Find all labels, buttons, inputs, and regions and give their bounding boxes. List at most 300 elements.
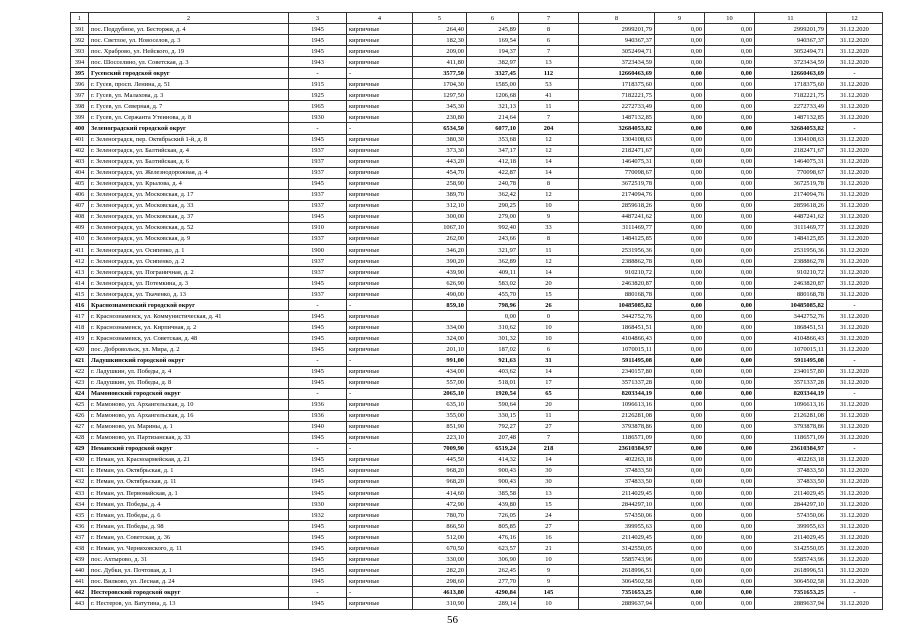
table-header-row [71, 13, 883, 24]
cell-deadline: 31.12.2020 [827, 79, 883, 90]
cell-year-built: 1936 [289, 410, 347, 421]
cell-cost: 8203344,19 [579, 388, 655, 399]
cell-year-built: 1945 [289, 322, 347, 333]
cell-year-built: 1945 [289, 598, 347, 609]
cell-row-number: 423 [71, 377, 89, 388]
cell-residents: 30 [519, 465, 579, 476]
cell-wall-material: кирпичные [347, 421, 413, 432]
cell-address: г. Неман, ул. Победы, д. 4 [89, 499, 289, 510]
cell-col-9: 0,00 [655, 90, 705, 101]
cell-wall-material: кирпичные [347, 112, 413, 123]
cell-col-10: 0,00 [705, 344, 755, 355]
cell-deadline: 31.12.2020 [827, 256, 883, 267]
cell-living-area: 6077,10 [467, 123, 519, 134]
cell-residents: 14 [519, 156, 579, 167]
cell-wall-material: кирпичные [347, 244, 413, 255]
cell-residents: 15 [519, 499, 579, 510]
cell-row-number: 441 [71, 576, 89, 587]
cell-residents: 9 [519, 565, 579, 576]
table-row [71, 211, 883, 222]
cell-living-area: 382,97 [467, 57, 519, 68]
cell-total-area: 968,20 [413, 465, 467, 476]
cell-col-10: 0,00 [705, 322, 755, 333]
cell-row-number: 404 [71, 167, 89, 178]
cell-total-area: 454,70 [413, 167, 467, 178]
cell-deadline: 31.12.2020 [827, 322, 883, 333]
cell-cost: 910210,72 [579, 267, 655, 278]
cell-col-10: 0,00 [705, 178, 755, 189]
cell-total-area: 866,50 [413, 521, 467, 532]
cell-address: пос. Поддубное, ул. Бесторжи, д. 4 [89, 24, 289, 35]
cell-total-cost: 23610384,97 [755, 443, 827, 454]
cell-deadline: 31.12.2020 [827, 554, 883, 565]
cell-living-area: 0,00 [467, 311, 519, 322]
cell-row-number: 421 [71, 355, 89, 366]
cell-total-cost: 1464075,31 [755, 156, 827, 167]
cell-total-cost: 374833,50 [755, 476, 827, 487]
cell-row-number: 420 [71, 344, 89, 355]
cell-total-cost: 3793878,86 [755, 421, 827, 432]
cell-cost: 2388862,78 [579, 256, 655, 267]
cell-deadline: 31.12.2020 [827, 289, 883, 300]
cell-address: г. Зеленоградск, ул. Ткаченко, д. 13 [89, 289, 289, 300]
cell-col-10: 0,00 [705, 244, 755, 255]
cell-total-area: 264,40 [413, 24, 467, 35]
cell-address: г. Зеленоградск, ул. Московская, д. 52 [89, 222, 289, 233]
cell-total-area: 443,20 [413, 156, 467, 167]
cell-address: г. Зеленоградск, ул. Осипенко, д. 1 [89, 244, 289, 255]
table-row [71, 410, 883, 421]
cell-wall-material: кирпичные [347, 399, 413, 410]
cell-total-area: 3577,50 [413, 68, 467, 79]
cell-col-9: 0,00 [655, 222, 705, 233]
cell-residents: 10 [519, 333, 579, 344]
cell-total-area: 334,00 [413, 322, 467, 333]
table-row [71, 532, 883, 543]
cell-year-built: 1965 [289, 101, 347, 112]
table-row [71, 101, 883, 112]
table-row [71, 167, 883, 178]
cell-col-10: 0,00 [705, 189, 755, 200]
cell-wall-material: кирпичные [347, 499, 413, 510]
cell-total-cost: 2114029,45 [755, 532, 827, 543]
table-row [71, 24, 883, 35]
cell-wall-material: кирпичные [347, 488, 413, 499]
cell-cost: 4104866,43 [579, 333, 655, 344]
cell-wall-material: кирпичные [347, 79, 413, 90]
cell-wall-material: кирпичные [347, 410, 413, 421]
cell-living-area: 1206,68 [467, 90, 519, 101]
page-number: 56 [447, 614, 458, 626]
cell-cost: 1464075,31 [579, 156, 655, 167]
cell-year-built: 1945 [289, 311, 347, 322]
cell-total-cost: 1868451,51 [755, 322, 827, 333]
cell-col-9: 0,00 [655, 488, 705, 499]
cell-col-9: 0,00 [655, 68, 705, 79]
cell-col-10: 0,00 [705, 333, 755, 344]
cell-col-10: 0,00 [705, 576, 755, 587]
cell-total-cost: 374833,50 [755, 465, 827, 476]
cell-total-cost: 2182471,67 [755, 145, 827, 156]
cell-col-10: 0,00 [705, 79, 755, 90]
cell-row-number: 405 [71, 178, 89, 189]
cell-total-area: 851,90 [413, 421, 467, 432]
cell-cost: 1070015,11 [579, 344, 655, 355]
cell-year-built: 1945 [289, 565, 347, 576]
cell-total-cost: 4487241,62 [755, 211, 827, 222]
cell-total-area: 780,70 [413, 510, 467, 521]
cell-total-area: 1704,30 [413, 79, 467, 90]
cell-total-cost: 1487132,85 [755, 112, 827, 123]
cell-col-10: 0,00 [705, 554, 755, 565]
table-row [71, 499, 883, 510]
cell-cost: 4487241,62 [579, 211, 655, 222]
cell-wall-material: кирпичные [347, 90, 413, 101]
cell-wall-material: кирпичные [347, 289, 413, 300]
cell-living-area: 279,00 [467, 211, 519, 222]
cell-row-number: 414 [71, 278, 89, 289]
cell-residents: 21 [519, 543, 579, 554]
cell-col-9: 0,00 [655, 377, 705, 388]
cell-col-9: 0,00 [655, 322, 705, 333]
cell-address: г. Краснознаменск, ул. Коммунистическая, д. 41 [89, 311, 289, 322]
table-row [71, 200, 883, 211]
cell-total-area: 411,80 [413, 57, 467, 68]
cell-deadline: 31.12.2020 [827, 267, 883, 278]
cell-row-number: 432 [71, 476, 89, 487]
cell-address: г. Зеленоградск, ул. Московская, д. 17 [89, 189, 289, 200]
cell-col-10: 0,00 [705, 267, 755, 278]
cell-total-cost: 2889637,94 [755, 598, 827, 609]
cell-total-cost: 3442752,76 [755, 311, 827, 322]
cell-deadline: 31.12.2020 [827, 101, 883, 112]
cell-living-area: 290,25 [467, 200, 519, 211]
cell-wall-material: кирпичные [347, 35, 413, 46]
cell-total-cost: 1484125,85 [755, 233, 827, 244]
cell-total-area: 557,00 [413, 377, 467, 388]
cell-living-area: 321,13 [467, 101, 519, 112]
cell-living-area: 1585,00 [467, 79, 519, 90]
cell-cost: 2531956,36 [579, 244, 655, 255]
cell-year-built: 1940 [289, 421, 347, 432]
cell-deadline: 31.12.2020 [827, 156, 883, 167]
cell-col-9: 0,00 [655, 167, 705, 178]
cell-row-number: 409 [71, 222, 89, 233]
cell-living-area: 243,66 [467, 233, 519, 244]
cell-col-9: 0,00 [655, 79, 705, 90]
cell-col-10: 0,00 [705, 112, 755, 123]
cell-residents: 31 [519, 355, 579, 366]
cell-deadline: 31.12.2020 [827, 598, 883, 609]
cell-cost: 940367,37 [579, 35, 655, 46]
cell-total-cost: 2463820,87 [755, 278, 827, 289]
cell-address: г. Неман, ул. Октябрьская, д. 11 [89, 476, 289, 487]
header-cell-living-area: 6 [467, 13, 519, 24]
cell-col-10: 0,00 [705, 521, 755, 532]
cell-row-number: 418 [71, 322, 89, 333]
cell-year-built: 1937 [289, 156, 347, 167]
table-row [71, 510, 883, 521]
cell-address: г. Краснознаменск, ул. Советская, д. 48 [89, 333, 289, 344]
cell-col-10: 0,00 [705, 499, 755, 510]
cell-cost: 3793878,86 [579, 421, 655, 432]
cell-year-built: 1915 [289, 79, 347, 90]
cell-address: г. Неман, ул. Первомайская, д. 1 [89, 488, 289, 499]
cell-col-10: 0,00 [705, 399, 755, 410]
cell-living-area: 207,48 [467, 432, 519, 443]
cell-total-cost: 2126281,08 [755, 410, 827, 421]
cell-living-area: 245,89 [467, 24, 519, 35]
cell-year-built: 1945 [289, 278, 347, 289]
cell-living-area: 409,11 [467, 267, 519, 278]
cell-total-cost: 3111469,77 [755, 222, 827, 233]
cell-row-number: 393 [71, 46, 89, 57]
cell-deadline: - [827, 587, 883, 598]
cell-col-9: 0,00 [655, 587, 705, 598]
cell-cost: 2889637,94 [579, 598, 655, 609]
cell-year-built: 1945 [289, 432, 347, 443]
cell-cost: 3442752,76 [579, 311, 655, 322]
cell-address: г. Зеленоградск, ул. Пограничная, д. 2 [89, 267, 289, 278]
cell-year-built: 1937 [289, 145, 347, 156]
cell-deadline: 31.12.2020 [827, 421, 883, 432]
cell-col-9: 0,00 [655, 35, 705, 46]
cell-wall-material: - [347, 587, 413, 598]
cell-residents: 33 [519, 222, 579, 233]
cell-year-built: - [289, 123, 347, 134]
cell-wall-material: кирпичные [347, 145, 413, 156]
cell-col-10: 0,00 [705, 377, 755, 388]
cell-col-9: 0,00 [655, 443, 705, 454]
cell-deadline: 31.12.2020 [827, 399, 883, 410]
cell-wall-material: кирпичные [347, 322, 413, 333]
cell-col-10: 0,00 [705, 598, 755, 609]
cell-col-9: 0,00 [655, 256, 705, 267]
cell-row-number: 438 [71, 543, 89, 554]
cell-year-built: 1945 [289, 377, 347, 388]
cell-total-cost: 2618996,51 [755, 565, 827, 576]
cell-deadline: 31.12.2020 [827, 499, 883, 510]
cell-col-9: 0,00 [655, 598, 705, 609]
cell-cost: 5585743,96 [579, 554, 655, 565]
cell-deadline: 31.12.2020 [827, 510, 883, 521]
cell-address: пос. Храброво, ул. Нейского, д. 19 [89, 46, 289, 57]
cell-row-number: 427 [71, 421, 89, 432]
table-row [71, 90, 883, 101]
table-row [71, 178, 883, 189]
cell-living-area: 6519,24 [467, 443, 519, 454]
cell-residents: 12 [519, 145, 579, 156]
table-row [71, 189, 883, 200]
cell-cost: 32684053,82 [579, 123, 655, 134]
table-row [71, 256, 883, 267]
cell-total-area: 4613,80 [413, 587, 467, 598]
cell-deadline: 31.12.2020 [827, 465, 883, 476]
cell-year-built: 1945 [289, 521, 347, 532]
cell-col-10: 0,00 [705, 465, 755, 476]
cell-col-9: 0,00 [655, 576, 705, 587]
cell-row-number: 436 [71, 521, 89, 532]
cell-address: г. Зеленоградск, пер. Октябрьский 1-й, д. 8 [89, 134, 289, 145]
cell-row-number: 439 [71, 554, 89, 565]
cell-col-9: 0,00 [655, 57, 705, 68]
cell-address: Неманский городской округ [89, 443, 289, 454]
cell-wall-material: кирпичные [347, 134, 413, 145]
cell-total-cost: 3571337,28 [755, 377, 827, 388]
cell-living-area: 921,63 [467, 355, 519, 366]
cell-cost: 3571337,28 [579, 377, 655, 388]
table-row [71, 35, 883, 46]
cell-row-number: 398 [71, 101, 89, 112]
cell-col-10: 0,00 [705, 443, 755, 454]
cell-col-9: 0,00 [655, 510, 705, 521]
table-row [71, 57, 883, 68]
cell-col-10: 0,00 [705, 510, 755, 521]
cell-living-area: 476,16 [467, 532, 519, 543]
cell-wall-material: кирпичные [347, 189, 413, 200]
cell-wall-material: - [347, 68, 413, 79]
header-cell-address: 2 [89, 13, 289, 24]
cell-wall-material: кирпичные [347, 46, 413, 57]
table-row [71, 554, 883, 565]
cell-living-area: 455,70 [467, 289, 519, 300]
cell-year-built: 1945 [289, 211, 347, 222]
cell-col-10: 0,00 [705, 543, 755, 554]
cell-living-area: 347,17 [467, 145, 519, 156]
cell-col-10: 0,00 [705, 300, 755, 311]
cell-total-cost: 7351653,25 [755, 587, 827, 598]
cell-col-10: 0,00 [705, 476, 755, 487]
cell-living-area: 726,05 [467, 510, 519, 521]
cell-total-area: 282,20 [413, 565, 467, 576]
cell-row-number: 434 [71, 499, 89, 510]
cell-col-9: 0,00 [655, 333, 705, 344]
cell-total-cost: 2174094,76 [755, 189, 827, 200]
cell-year-built: 1945 [289, 488, 347, 499]
cell-address: г. Мамоново, ул. Архангельская, д. 16 [89, 410, 289, 421]
cell-year-built: 1945 [289, 134, 347, 145]
cell-col-10: 0,00 [705, 35, 755, 46]
cell-residents: 13 [519, 488, 579, 499]
cell-col-9: 0,00 [655, 123, 705, 134]
cell-deadline: 31.12.2020 [827, 35, 883, 46]
cell-address: г. Зеленоградск, ул. Железнодорожная, д. 4 [89, 167, 289, 178]
cell-address: г. Мамоново, ул. Марины, д. 1 [89, 421, 289, 432]
cell-col-9: 0,00 [655, 101, 705, 112]
table-row [71, 598, 883, 609]
cell-living-area: 583,02 [467, 278, 519, 289]
cell-living-area: 422,87 [467, 167, 519, 178]
cell-residents: 7 [519, 112, 579, 123]
cell-year-built: 1945 [289, 178, 347, 189]
cell-year-built: 1937 [289, 256, 347, 267]
cell-total-area: 1067,10 [413, 222, 467, 233]
cell-residents: 11 [519, 410, 579, 421]
cell-total-area: 490,00 [413, 289, 467, 300]
cell-deadline: 31.12.2020 [827, 410, 883, 421]
cell-year-built: - [289, 443, 347, 454]
cell-col-9: 0,00 [655, 24, 705, 35]
cell-row-number: 401 [71, 134, 89, 145]
cell-residents: 14 [519, 167, 579, 178]
cell-living-area: 362,42 [467, 189, 519, 200]
cell-total-cost: 10485085,82 [755, 300, 827, 311]
cell-address: пос. Шосселино, ул. Советская, д. 3 [89, 57, 289, 68]
cell-cost: 3672519,78 [579, 178, 655, 189]
cell-total-area: 414,60 [413, 488, 467, 499]
cell-living-area: 169,54 [467, 35, 519, 46]
cell-cost: 12660463,69 [579, 68, 655, 79]
table-row [71, 454, 883, 465]
cell-deadline: 31.12.2020 [827, 24, 883, 35]
cell-total-cost: 2844297,10 [755, 499, 827, 510]
cell-cost: 1868451,51 [579, 322, 655, 333]
header-cell-cost: 8 [579, 13, 655, 24]
cell-row-number: 413 [71, 267, 89, 278]
cell-wall-material: кирпичные [347, 565, 413, 576]
cell-address: г. Гусев, просп. Ленина, д. 51 [89, 79, 289, 90]
cell-year-built: 1945 [289, 35, 347, 46]
cell-total-cost: 2272733,49 [755, 101, 827, 112]
cell-deadline: 31.12.2020 [827, 432, 883, 443]
cell-col-10: 0,00 [705, 123, 755, 134]
cell-address: г. Неман, ул. Победы, д. 98 [89, 521, 289, 532]
cell-deadline: 31.12.2020 [827, 244, 883, 255]
cell-total-cost: 2999201,79 [755, 24, 827, 35]
cell-total-area: 355,00 [413, 410, 467, 421]
cell-address: г. Гусев, ул. Малахова, д. 3 [89, 90, 289, 101]
cell-address: пос. Светлое, ул. Новоселов, д. 3 [89, 35, 289, 46]
cell-wall-material: кирпичные [347, 167, 413, 178]
cell-year-built: 1925 [289, 90, 347, 101]
cell-col-10: 0,00 [705, 167, 755, 178]
cell-col-10: 0,00 [705, 101, 755, 112]
cell-residents: 10 [519, 598, 579, 609]
cell-col-9: 0,00 [655, 200, 705, 211]
cell-wall-material: кирпичные [347, 344, 413, 355]
cell-wall-material: кирпичные [347, 24, 413, 35]
cell-col-10: 0,00 [705, 68, 755, 79]
cell-row-number: 399 [71, 112, 89, 123]
cell-deadline: 31.12.2020 [827, 189, 883, 200]
cell-residents: 8 [519, 233, 579, 244]
cell-year-built: 1936 [289, 399, 347, 410]
cell-total-cost: 574350,06 [755, 510, 827, 521]
cell-col-10: 0,00 [705, 311, 755, 322]
cell-deadline: 31.12.2020 [827, 200, 883, 211]
cell-cost: 2999201,79 [579, 24, 655, 35]
cell-residents: 14 [519, 454, 579, 465]
cell-total-area: 346,20 [413, 244, 467, 255]
cell-deadline: - [827, 123, 883, 134]
cell-col-9: 0,00 [655, 355, 705, 366]
register-table [70, 12, 883, 610]
table-row [71, 377, 883, 388]
cell-residents: 112 [519, 68, 579, 79]
cell-col-10: 0,00 [705, 454, 755, 465]
table-row [71, 322, 883, 333]
cell-address: Нестеровский городской округ [89, 587, 289, 598]
cell-residents: 7 [519, 46, 579, 57]
cell-col-10: 0,00 [705, 57, 755, 68]
cell-residents: 8 [519, 178, 579, 189]
cell-total-area: 262,00 [413, 233, 467, 244]
cell-total-area: 390,20 [413, 256, 467, 267]
cell-address: пос. Дубки, ул. Почтовая, д. 1 [89, 565, 289, 576]
cell-deadline: 31.12.2020 [827, 377, 883, 388]
cell-year-built: 1930 [289, 112, 347, 123]
cell-cost: 399955,63 [579, 521, 655, 532]
